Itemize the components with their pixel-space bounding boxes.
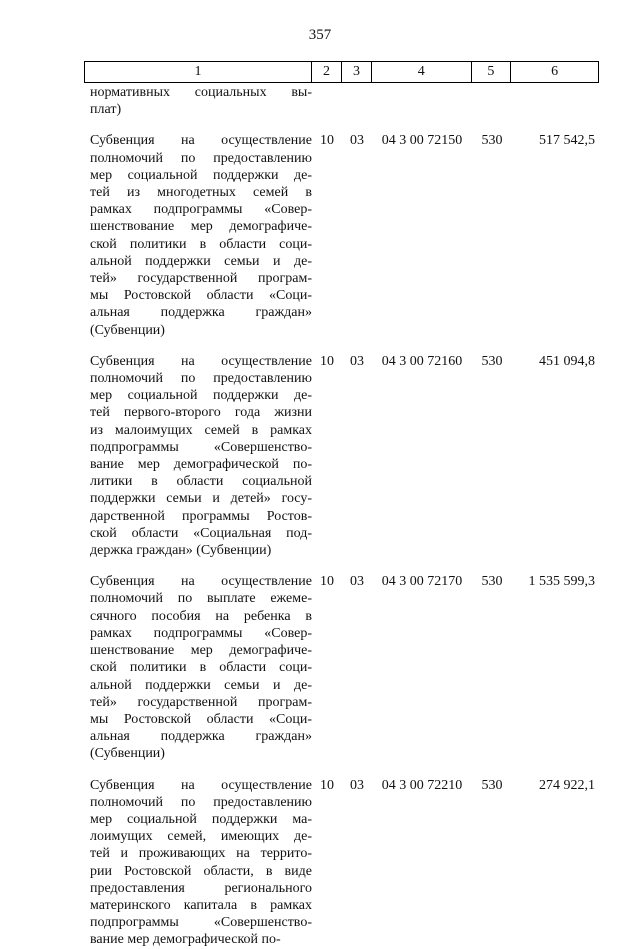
- description-line: альной поддержки семьи и де-: [90, 677, 312, 693]
- amount: 517 542,5: [539, 133, 595, 149]
- description-line: рамках подпрограммы «Совер-: [90, 202, 312, 218]
- description-line: полномочий по предоставлению: [90, 371, 312, 387]
- subsection-code: [342, 84, 372, 118]
- description-line: рамках подпрограммы «Совер-: [90, 625, 312, 641]
- description-line: тей» государственной програм-: [90, 271, 312, 287]
- subsection-code: 03: [350, 777, 364, 793]
- description-line: полномочий по предоставлению: [90, 794, 312, 810]
- description-line: мер социальной поддержки де-: [90, 388, 312, 404]
- description-line: рии Ростовской области, в виде: [90, 863, 312, 879]
- description-line: альная поддержка граждан»: [90, 305, 312, 321]
- table-row: [84, 132, 599, 338]
- amount: 1 535 599,3: [528, 574, 595, 590]
- description-line: литики в области социальной: [90, 474, 312, 490]
- header-col-3: 3: [342, 62, 372, 82]
- description-line: подпрограммы «Совершенство-: [90, 915, 312, 931]
- description-line: Субвенция на осуществление: [90, 353, 312, 369]
- section-code: 10: [320, 777, 334, 793]
- table-row: [84, 573, 599, 762]
- description-line: подпрограммы «Совершенство-: [90, 439, 312, 455]
- description-line: поддержки семьи и детей» госу-: [90, 491, 312, 507]
- header-col-6: 6: [551, 64, 559, 79]
- expense-type-code: 530: [481, 574, 503, 590]
- table-body: [84, 84, 599, 949]
- target-article-code: 04 3 00 72160: [381, 353, 463, 369]
- row-description: [84, 573, 312, 762]
- description-line: ской области «Социальная под-: [90, 525, 312, 541]
- page-number: 357: [308, 27, 332, 43]
- amount: [512, 84, 599, 118]
- description-line: тей из многодетных семей в: [90, 185, 312, 201]
- description-line: лоимущих семей, имеющих де-: [90, 829, 312, 845]
- section-code: 10: [320, 353, 334, 369]
- header-col-2: 2: [312, 62, 342, 82]
- target-article-code: 04 3 00 72170: [381, 574, 463, 590]
- section-code: [312, 84, 342, 118]
- target-article-code: 04 3 00 72150: [381, 133, 463, 149]
- description-line: Субвенция на осуществление: [90, 133, 312, 149]
- description-line: (Субвенции): [90, 746, 165, 762]
- description-line: шенствование мер демографиче-: [90, 643, 312, 659]
- amount: 274 922,1: [539, 777, 595, 793]
- description-line: тей и проживающих на террито-: [90, 846, 312, 862]
- description-line: плат): [90, 102, 122, 118]
- description-line: (Субвенции): [90, 322, 165, 338]
- target-article-code: 04 3 00 72210: [381, 777, 463, 793]
- description-line: дарственной программы Ростов-: [90, 508, 312, 524]
- section-code: 10: [320, 133, 334, 149]
- description-line: мер социальной поддержки ма-: [90, 811, 312, 827]
- description-line: альной поддержки семьи и де-: [90, 253, 312, 269]
- subsection-code: 03: [350, 133, 364, 149]
- description-line: Субвенция на осуществление: [90, 777, 312, 793]
- section-code: 10: [320, 574, 334, 590]
- description-line: мы Ростовской области «Соци-: [90, 288, 312, 304]
- description-line: тей первого-второго года жизни: [90, 405, 312, 421]
- table-row: [84, 84, 599, 118]
- table-row: [84, 353, 599, 559]
- row-description: [84, 777, 312, 949]
- description-line: альная поддержка граждан»: [90, 729, 312, 745]
- expense-type-code: [472, 84, 512, 118]
- description-line: держка граждан» (Субвенции): [90, 543, 272, 559]
- row-description: [84, 353, 312, 559]
- description-line: Субвенция на осуществление: [90, 574, 312, 590]
- target-article-code: [372, 84, 472, 118]
- expense-type-code: 530: [481, 777, 503, 793]
- table-row: [84, 777, 599, 949]
- amount: 451 094,8: [539, 353, 595, 369]
- description-line: тей» государственной програм-: [90, 694, 312, 710]
- description-line: сячного пособия на ребенка в: [90, 608, 312, 624]
- subsection-code: 03: [350, 574, 364, 590]
- table-header: [84, 61, 599, 83]
- description-line: из малоимущих семей в рамках: [90, 422, 312, 438]
- row-description: [84, 84, 312, 118]
- description-line: нормативных социальных вы-: [90, 85, 312, 100]
- description-line: материнского капитала в рамках: [90, 897, 312, 913]
- description-line: предоставления регионального: [90, 880, 312, 896]
- header-col-4: 4: [372, 62, 472, 82]
- row-description: [84, 132, 312, 338]
- description-line: ской политики в области соци-: [90, 236, 312, 252]
- description-line: шенствование мер демографиче-: [90, 219, 312, 235]
- description-line: вание мер демографической по-: [90, 457, 312, 473]
- description-line: полномочий по предоставлению: [90, 150, 312, 166]
- header-col-5: 5: [472, 62, 512, 82]
- subsection-code: 03: [350, 353, 364, 369]
- description-line: мы Ростовской области «Соци-: [90, 711, 312, 727]
- header-col-1: 1: [85, 62, 312, 82]
- description-line: полномочий по выплате ежеме-: [90, 591, 312, 607]
- description-line: мер социальной поддержки де-: [90, 167, 312, 183]
- expense-type-code: 530: [481, 353, 503, 369]
- expense-type-code: 530: [481, 133, 503, 149]
- description-line: вание мер демографической по-: [90, 932, 281, 948]
- description-line: ской политики в области соци-: [90, 660, 312, 676]
